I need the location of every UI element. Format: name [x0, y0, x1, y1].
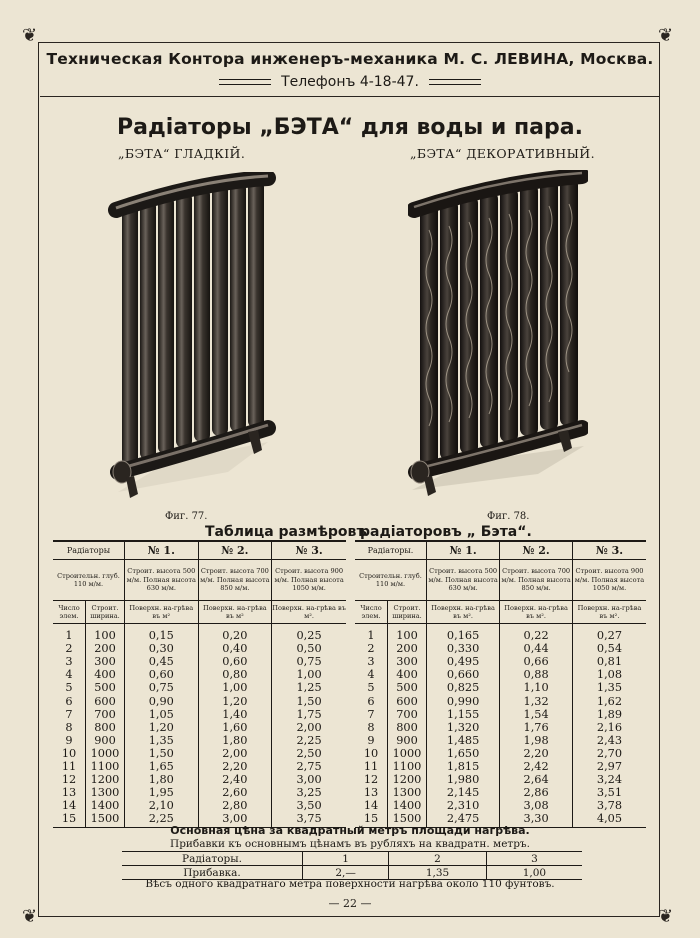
table-cell: 1,815 — [427, 760, 500, 773]
table-cell: 1,980 — [427, 773, 500, 786]
table-cell: 600 — [388, 694, 427, 707]
table-cell: 1,650 — [427, 747, 500, 760]
table-cell: 1,05 — [125, 708, 199, 721]
table-cell: 2,16 — [572, 721, 646, 734]
table-cell: 3,30 — [500, 812, 573, 828]
table-row — [53, 747, 346, 760]
table-cell: 200 — [86, 642, 125, 655]
table-cell: 0,40 — [198, 642, 272, 655]
table-cell: 1,62 — [572, 694, 646, 707]
table-cell: 2,25 — [125, 812, 199, 828]
header-rule — [40, 96, 660, 97]
table-cell: 900 — [86, 734, 125, 747]
table-cell: 1,08 — [572, 668, 646, 681]
dimensions-table-decorative — [355, 540, 646, 828]
table-cell: 3,78 — [572, 799, 646, 812]
table-cell: 1,95 — [125, 786, 199, 799]
table-cell: 7 — [65, 707, 73, 721]
table-cell: 2,64 — [500, 773, 573, 786]
surcharge-cell: 3 — [486, 852, 582, 866]
table-cell: 2,80 — [198, 799, 272, 812]
table-cell: 1000 — [388, 747, 427, 760]
base-price-note: Основная цѣна за квадратный метръ площади нагрѣва. — [170, 824, 530, 837]
surface-header: Поверхн. на-грѣва въ м² — [125, 601, 199, 624]
table-cell: 2,00 — [272, 721, 346, 734]
table-cell: 0,90 — [125, 694, 199, 707]
table-cell: 1,65 — [125, 760, 199, 773]
table-cell: 2,60 — [198, 786, 272, 799]
table-cell: 3,51 — [572, 786, 646, 799]
table-cell: 10 — [61, 746, 77, 760]
table-cell: 0,330 — [427, 642, 500, 655]
table-body — [355, 624, 646, 828]
table-cell: 6 — [367, 694, 375, 708]
table-cell: 300 — [86, 655, 125, 668]
table-cell: 200 — [388, 642, 427, 655]
surcharge-title: Прибавки къ основнымъ цѣнамъ въ рубляхъ на квадратн. метръ. — [170, 838, 530, 850]
table-row — [355, 624, 646, 643]
table-row — [53, 642, 346, 655]
table-cell: 7 — [367, 707, 375, 721]
table-cell: 14 — [363, 799, 379, 813]
table-cell: 0,75 — [125, 681, 199, 694]
table-cell: 800 — [86, 721, 125, 734]
table-cell: 3,24 — [572, 773, 646, 786]
surcharge-cell: 1,00 — [486, 866, 582, 880]
table-cell: 2 — [367, 642, 375, 656]
table-cell: 0,60 — [125, 668, 199, 681]
table-cell: 0,88 — [500, 668, 573, 681]
table-cell: 2,475 — [427, 812, 500, 828]
table-row — [53, 760, 346, 773]
table-row — [355, 786, 646, 799]
table-cell: 1300 — [86, 786, 125, 799]
surface-header: Поверхн. на-грѣва въ м². — [572, 601, 646, 624]
height-header: Строит. высота 500 м/м. Полная высота 630 м/м. — [427, 560, 500, 601]
table-title-right: радiаторовъ „ Бэта“. — [360, 524, 532, 540]
table-cell: 0,15 — [125, 624, 199, 643]
surface-header: Поверхн. на-грѣва въ м². — [427, 601, 500, 624]
table-cell: 700 — [388, 708, 427, 721]
table-cell: 10 — [363, 746, 379, 760]
table-cell: 5 — [367, 681, 375, 695]
table-cell: 2,50 — [272, 747, 346, 760]
model-header: № 3. — [272, 541, 346, 560]
table-cell: 1,80 — [125, 773, 199, 786]
table-cell: 1200 — [388, 773, 427, 786]
table-cell: 2,20 — [500, 747, 573, 760]
model-header: № 3. — [572, 541, 646, 560]
table-cell: 1,20 — [125, 721, 199, 734]
table-row — [53, 799, 346, 812]
table-cell: 14 — [61, 799, 77, 813]
height-header: Строит. высота 700 м/м. Полная высота 850 м/м. — [198, 560, 272, 601]
double-rule — [219, 79, 271, 85]
table-cell: 0,75 — [272, 655, 346, 668]
width-header: Строит. ширина. — [86, 601, 125, 624]
table-row — [53, 655, 346, 668]
surface-header: Поверхн. на-грѣва въ м². — [500, 601, 573, 624]
phone-number: Телефонъ 4-18-47. — [281, 74, 419, 90]
table-cell: 800 — [388, 721, 427, 734]
table-cell: 3 — [65, 655, 73, 669]
table-cell: 0,66 — [500, 655, 573, 668]
table-cell: 2,145 — [427, 786, 500, 799]
page-title: Радiаторы „БЭТА“ для воды и пара. — [117, 115, 583, 140]
table-cell: 8 — [65, 720, 73, 734]
table-cell: 400 — [86, 668, 125, 681]
table-cell: 1 — [367, 629, 375, 643]
table-cell: 1,20 — [198, 694, 272, 707]
table-cell: 13 — [363, 786, 379, 800]
table-cell: 100 — [86, 624, 125, 643]
table-cell: 1,60 — [198, 721, 272, 734]
table-cell: 1,50 — [272, 694, 346, 707]
table-cell: 3,25 — [272, 786, 346, 799]
caption-decorative: „БЭТА“ ДЕКОРАТИВНЫЙ. — [410, 146, 595, 161]
table-cell: 1,50 — [125, 747, 199, 760]
table-cell: 2,86 — [500, 786, 573, 799]
table-row — [53, 624, 346, 643]
table-row — [355, 668, 646, 681]
table-cell: 2,75 — [272, 760, 346, 773]
table-cell: 100 — [388, 624, 427, 643]
model-header: № 1. — [125, 541, 199, 560]
surcharge-table — [122, 851, 582, 880]
table-row — [53, 668, 346, 681]
table-cell: 1,320 — [427, 721, 500, 734]
table-cell: 2,42 — [500, 760, 573, 773]
table-row — [355, 773, 646, 786]
table-cell: 6 — [65, 694, 73, 708]
table-row — [53, 786, 346, 799]
height-header: Строит. высота 900 м/м. Полная высота 1050 м/м. — [572, 560, 646, 601]
count-header: Число элем. — [355, 601, 388, 624]
table-row — [53, 681, 346, 694]
table-cell: 0,30 — [125, 642, 199, 655]
corner-ornament-icon: ❦ — [658, 25, 674, 46]
table-cell: 0,990 — [427, 694, 500, 707]
table-cell: 3,00 — [198, 812, 272, 828]
surcharge-cell: 2 — [389, 852, 487, 866]
caption-smooth: „БЭТА“ ГЛАДКIЙ. — [118, 146, 246, 161]
table-cell: 4,05 — [572, 812, 646, 828]
height-header: Строит. высота 500 м/м. Полная высота 630 м/м. — [125, 560, 199, 601]
table-cell: 3,75 — [272, 812, 346, 828]
table-row — [355, 708, 646, 721]
table-cell: 2,97 — [572, 760, 646, 773]
corner-ornament-icon: ❦ — [22, 25, 38, 46]
table-cell: 12 — [61, 773, 77, 787]
model-header: № 2. — [500, 541, 573, 560]
table-cell: 5 — [65, 681, 73, 695]
table-cell: 1000 — [86, 747, 125, 760]
table-cell: 1400 — [86, 799, 125, 812]
table-cell: 1100 — [86, 760, 125, 773]
table-cell: 0,44 — [500, 642, 573, 655]
table-cell: 600 — [86, 694, 125, 707]
phone-row — [40, 72, 660, 92]
table-cell: 1,485 — [427, 734, 500, 747]
corner-ornament-icon: ❦ — [22, 906, 38, 927]
table-cell: 2,25 — [272, 734, 346, 747]
table-cell: 0,80 — [198, 668, 272, 681]
surcharge-cell: 1,35 — [389, 866, 487, 880]
depth-header: Строительн. глуб. 110 м/м. — [53, 560, 125, 601]
model-header: № 1. — [427, 541, 500, 560]
surface-header: Поверхн. на-грѣва въ м² — [198, 601, 272, 624]
table-cell: 1,76 — [500, 721, 573, 734]
table-cell: 15 — [355, 812, 388, 828]
table-cell: 9 — [65, 733, 73, 747]
table-cell: 500 — [388, 681, 427, 694]
table-row — [355, 655, 646, 668]
table-cell: 1,10 — [500, 681, 573, 694]
page-number: — 22 — — [328, 897, 372, 910]
table-cell: 0,825 — [427, 681, 500, 694]
table-row — [53, 734, 346, 747]
table-row — [53, 708, 346, 721]
table-row — [355, 747, 646, 760]
table-cell: 2,10 — [125, 799, 199, 812]
table-cell: 4 — [65, 668, 73, 682]
table-cell: 8 — [367, 720, 375, 734]
surcharge-row-label: Радiаторы. — [122, 852, 303, 866]
width-header: Строит. ширина. — [388, 601, 427, 624]
table-row — [53, 773, 346, 786]
table-cell: 0,165 — [427, 624, 500, 643]
weight-note: Вѣсъ одного квадратнаго метра поверхности нагрѣва около 110 фунтовъ. — [145, 878, 555, 890]
table-row — [355, 694, 646, 707]
table-cell: 0,81 — [572, 655, 646, 668]
table-cell: 2,20 — [198, 760, 272, 773]
table-cell: 2,310 — [427, 799, 500, 812]
figure-label: Фиг. 78. — [487, 511, 530, 522]
table-cell: 1 — [65, 629, 73, 643]
table-cell: 300 — [388, 655, 427, 668]
table-cell: 12 — [363, 773, 379, 787]
table-cell: 0,20 — [198, 624, 272, 643]
table-cell: 0,660 — [427, 668, 500, 681]
table-row — [53, 694, 346, 707]
table-cell: 0,495 — [427, 655, 500, 668]
count-header: Число элем. — [53, 601, 86, 624]
table-cell: 2,70 — [572, 747, 646, 760]
table-cell: 400 — [388, 668, 427, 681]
table-cell: 2 — [65, 642, 73, 656]
table-cell: 1,35 — [572, 681, 646, 694]
table-cell: 1400 — [388, 799, 427, 812]
surface-header: Поверхн. на-грѣва въ м². — [272, 601, 346, 624]
table-cell: 1500 — [86, 812, 125, 828]
table-cell: 11 — [363, 759, 379, 773]
column-header: Радiаторы. — [355, 541, 427, 560]
table-cell: 13 — [61, 786, 77, 800]
table-row — [355, 642, 646, 655]
table-cell: 1500 — [388, 812, 427, 828]
figure-label: Фиг. 77. — [165, 511, 208, 522]
table-row — [355, 799, 646, 812]
table-cell: 1200 — [86, 773, 125, 786]
table-cell: 1,00 — [272, 668, 346, 681]
table-row — [355, 734, 646, 747]
table-cell: 2,43 — [572, 734, 646, 747]
table-cell: 500 — [86, 681, 125, 694]
table-cell: 3 — [367, 655, 375, 669]
smooth-radiator-illustration — [108, 172, 278, 502]
surcharge-cell: 2,— — [303, 866, 389, 880]
table-cell: 9 — [367, 733, 375, 747]
table-cell: 1,75 — [272, 708, 346, 721]
table-cell: 900 — [388, 734, 427, 747]
table-cell: 0,27 — [572, 624, 646, 643]
table-cell: 1,00 — [198, 681, 272, 694]
table-cell: 4 — [367, 668, 375, 682]
table-cell: 700 — [86, 708, 125, 721]
decorative-radiator-illustration — [408, 170, 588, 500]
height-header: Строит. высота 700 м/м. Полная высота 850 м/м. — [500, 560, 573, 601]
table-cell: 1,32 — [500, 694, 573, 707]
table-cell: 0,60 — [198, 655, 272, 668]
table-cell: 0,54 — [572, 642, 646, 655]
table-row — [355, 681, 646, 694]
table-cell: 1,40 — [198, 708, 272, 721]
surcharge-row-label: Прибавка. — [122, 866, 303, 880]
table-cell: 0,45 — [125, 655, 199, 668]
table-cell: 1100 — [388, 760, 427, 773]
corner-ornament-icon: ❦ — [658, 906, 674, 927]
table-cell: 3,08 — [500, 799, 573, 812]
table-cell: 1,35 — [125, 734, 199, 747]
table-cell: 0,50 — [272, 642, 346, 655]
table-cell: 1,80 — [198, 734, 272, 747]
column-header: Радiаторы — [53, 541, 125, 560]
table-cell: 2,40 — [198, 773, 272, 786]
table-cell: 0,22 — [500, 624, 573, 643]
table-cell: 1,155 — [427, 708, 500, 721]
table-cell: 1,25 — [272, 681, 346, 694]
table-cell: 1,54 — [500, 708, 573, 721]
table-row — [355, 760, 646, 773]
table-cell: 1,89 — [572, 708, 646, 721]
table-cell: 1300 — [388, 786, 427, 799]
table-cell: 15 — [53, 812, 86, 828]
table-cell: 3,00 — [272, 773, 346, 786]
table-row — [53, 721, 346, 734]
model-header: № 2. — [198, 541, 272, 560]
depth-header: Строительн. глуб. 110 м/м. — [355, 560, 427, 601]
table-cell: 1,98 — [500, 734, 573, 747]
table-cell: 11 — [61, 759, 77, 773]
table-cell: 3,50 — [272, 799, 346, 812]
table-title-left: Таблица размѣровъ — [205, 524, 367, 540]
height-header: Строит. высота 900 м/м. Полная высота 1050 м/м. — [272, 560, 346, 601]
surcharge-cell: 1 — [303, 852, 389, 866]
double-rule — [429, 79, 481, 85]
company-name: Техническая Контора инженеръ-механика М. С. ЛЕВИНА, Москва. — [46, 50, 654, 68]
surcharge-row — [122, 852, 582, 866]
table-body — [53, 624, 346, 828]
table-cell: 0,25 — [272, 624, 346, 643]
table-row — [355, 721, 646, 734]
table-cell: 2,00 — [198, 747, 272, 760]
dimensions-table-smooth — [53, 540, 346, 828]
